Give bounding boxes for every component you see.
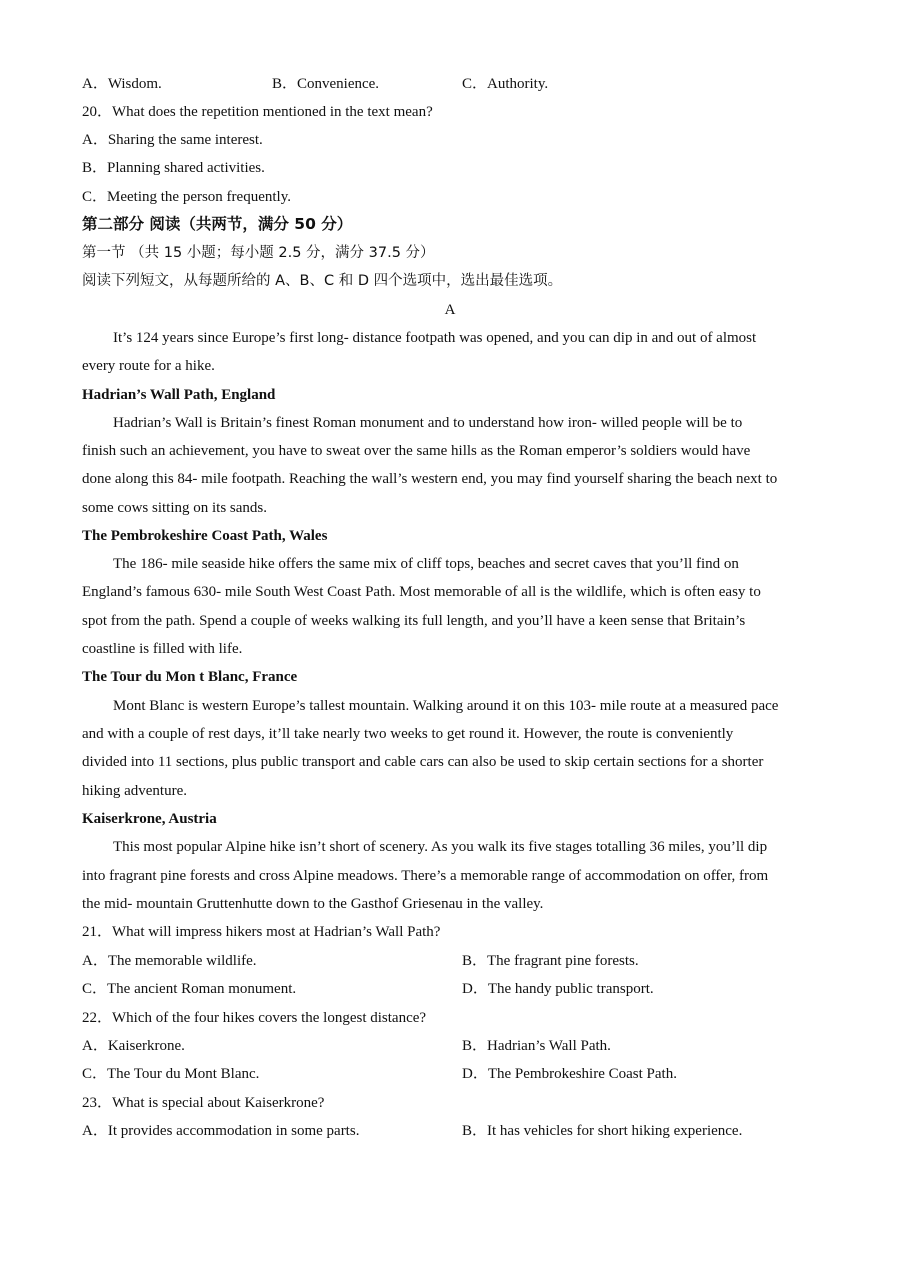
- hadrian-title: Hadrian’s Wall Path, England: [82, 387, 276, 403]
- hadrian-paragraph-line: some cows sitting on its sands.: [82, 500, 268, 516]
- montblanc-title: The Tour du Mon t Blanc, France: [82, 669, 298, 685]
- montblanc-paragraph-line: Mont Blanc is western Europe’s tallest mountain. Walking around it on this 103- mile route at a measured pace: [113, 698, 779, 714]
- passage-intro-line: It’s 124 years since Europe’s first long- distance footpath was opened, and you can dip in and out of almost: [113, 330, 757, 346]
- q20-option-c: C．Meeting the person frequently.: [82, 189, 291, 205]
- kaiser-title: Kaiserkrone, Austria: [82, 811, 217, 827]
- kaiser-paragraph-line: This most popular Alpine hike isn’t short of scenery. As you walk its five stages totalling 36 miles, you’ll dip: [113, 839, 768, 855]
- q22-option-c: C．The Tour du Mont Blanc.: [82, 1066, 260, 1082]
- pembroke-paragraph-line: coastline is filled with life.: [82, 641, 243, 657]
- q21-option-b: B．The fragrant pine forests.: [462, 953, 639, 969]
- hadrian-paragraph-line: Hadrian’s Wall is Britain’s finest Roman monument and to understand how iron- willed people will be to: [113, 415, 743, 431]
- q22-question: 22．Which of the four hikes covers the longest distance?: [82, 1010, 427, 1026]
- q23-option-a: A．It provides accommodation in some parts.: [82, 1123, 360, 1139]
- q21-option-c: C．The ancient Roman monument.: [82, 981, 297, 997]
- q23-question: 23．What is special about Kaiserkrone?: [82, 1095, 325, 1111]
- q21-question: 21．What will impress hikers most at Hadrian’s Wall Path?: [82, 924, 441, 940]
- q22-option-d: D．The Pembrokeshire Coast Path.: [462, 1066, 677, 1082]
- passage-label: A: [444, 302, 456, 318]
- q19-option-a: A．Wisdom.: [82, 76, 162, 92]
- part2-heading: 第二部分 阅读（共两节，满分 50 分）: [82, 215, 353, 233]
- q20-option-b: B．Planning shared activities.: [82, 160, 265, 176]
- q22-option-b: B．Hadrian’s Wall Path.: [462, 1038, 611, 1054]
- q21-option-a: A．The memorable wildlife.: [82, 953, 257, 969]
- q19-option-b: B．Convenience.: [272, 76, 380, 92]
- kaiser-paragraph-line: the mid- mountain Gruttenhutte down to the Gasthof Griesenau in the valley.: [82, 896, 544, 912]
- reading-instruction: 阅读下列短文，从每题所给的 A、B、C 和 D 四个选项中，选出最佳选项。: [82, 273, 563, 289]
- section1-heading: 第一节 （共 15 小题；每小题 2.5 分，满分 37.5 分）: [82, 245, 435, 261]
- q20-option-a: A．Sharing the same interest.: [82, 132, 263, 148]
- hadrian-paragraph-line: finish such an achievement, you have to sweat over the same hills as the Roman emperor’s soldiers would have: [82, 443, 751, 459]
- q21-option-d: D．The handy public transport.: [462, 981, 654, 997]
- q20-question: 20．What does the repetition mentioned in the text mean?: [82, 104, 433, 120]
- q23-option-b: B．It has vehicles for short hiking experience.: [462, 1123, 743, 1139]
- hadrian-paragraph-line: done along this 84- mile footpath. Reaching the wall’s western end, you may find yourself sharing the beach next to: [82, 471, 778, 487]
- kaiser-paragraph-line: into fragrant pine forests and cross Alpine meadows. There’s a memorable range of accommodation on offer, from: [82, 868, 769, 884]
- q22-option-a: A．Kaiserkrone.: [82, 1038, 185, 1054]
- q19-option-c: C．Authority.: [462, 76, 549, 92]
- montblanc-paragraph-line: hiking adventure.: [82, 783, 187, 799]
- pembroke-paragraph-line: spot from the path. Spend a couple of weeks walking its full length, and you’ll have a keen sense that Britain’s: [82, 613, 746, 629]
- pembroke-paragraph-line: The 186- mile seaside hike offers the same mix of cliff tops, beaches and secret caves that you’ll find on: [113, 556, 739, 572]
- pembroke-paragraph-line: England’s famous 630- mile South West Coast Path. Most memorable of all is the wildlife, which is often easy to: [82, 584, 761, 600]
- passage-intro-line: every route for a hike.: [82, 358, 215, 374]
- montblanc-paragraph-line: and with a couple of rest days, it’ll take nearly two weeks to get round it. However, the route is conveniently: [82, 726, 734, 742]
- pembroke-title: The Pembrokeshire Coast Path, Wales: [82, 528, 328, 544]
- montblanc-paragraph-line: divided into 11 sections, plus public transport and cable cars can also be used to skip certain sections for a shorter: [82, 754, 764, 770]
